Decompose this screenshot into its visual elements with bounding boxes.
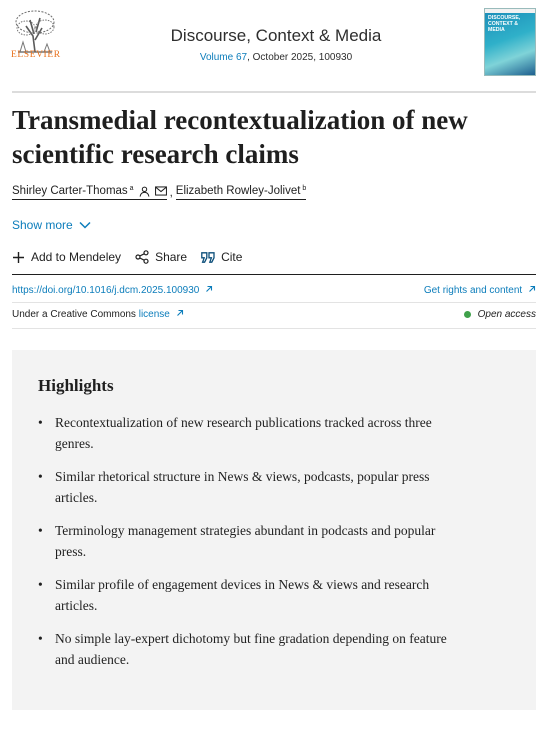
publisher-name: ELSEVIER: [11, 50, 61, 60]
cite-button[interactable]: [201, 250, 242, 264]
highlight-item: • Similar rhetorical structure in News & views, podcasts, popular press articles.: [38, 466, 458, 508]
author-list: [12, 185, 306, 200]
share-label: Share: [155, 250, 188, 264]
highlight-item: • Terminology management strategies abundant in podcasts and popular press.: [38, 520, 458, 562]
journal-title[interactable]: Discourse, Context & Media: [170, 26, 382, 45]
show-more-button[interactable]: [12, 218, 91, 232]
article-actions: [12, 250, 256, 264]
share-button[interactable]: [135, 250, 187, 264]
rights-text: Get rights and content: [423, 285, 523, 296]
author-link[interactable]: [12, 185, 167, 200]
author-name: Shirley Carter-Thomas: [12, 185, 128, 197]
article-title: Transmedial recontextualization of new scientific research claims: [12, 105, 468, 169]
header-divider: [12, 91, 536, 93]
author-separator: ,: [169, 186, 173, 199]
license-link[interactable]: license: [138, 309, 170, 320]
cover-top-bar: [485, 9, 536, 13]
highlight-item: • Recontextualization of new research publications tracked across three genres.: [38, 412, 458, 454]
author-affiliation: b: [302, 184, 307, 192]
plus-icon: [12, 251, 25, 264]
license-prefix: Under a Creative Commons: [12, 309, 139, 320]
chevron-down-icon: [79, 221, 91, 229]
open-access-label: Open access: [477, 309, 536, 320]
external-arrow-icon: [176, 309, 184, 317]
share-icon: [135, 250, 149, 264]
author-link[interactable]: [176, 185, 307, 200]
actions-divider: [12, 274, 536, 275]
journal-header: [0, 0, 552, 90]
highlight-item: • No simple lay-expert dichotomy but fine gradation depending on feature and audience.: [38, 628, 458, 670]
rights-link[interactable]: [424, 285, 536, 296]
quote-icon: [201, 252, 215, 263]
volume-link[interactable]: Volume 67: [199, 52, 248, 63]
external-arrow-icon: [528, 285, 536, 293]
issue-info: , October 2025, 100930: [247, 52, 353, 63]
mendeley-label: Add to Mendeley: [31, 250, 122, 264]
external-arrow-icon: [205, 285, 213, 293]
show-more-label: Show more: [12, 218, 73, 232]
journal-cover-image[interactable]: [484, 8, 536, 76]
author-affiliation: a: [129, 184, 134, 192]
open-access-dot-icon: [464, 311, 471, 318]
license-info: [12, 309, 184, 320]
open-access-badge: [464, 309, 536, 320]
envelope-icon: [155, 186, 167, 196]
highlights-list: [38, 412, 458, 682]
highlights-title: Highlights: [38, 376, 114, 395]
add-to-mendeley-button[interactable]: [12, 250, 121, 264]
author-name: Elizabeth Rowley-Jolivet: [175, 185, 301, 197]
license-divider: [12, 328, 536, 329]
cite-label: Cite: [221, 250, 243, 264]
meta-divider: [12, 302, 536, 303]
person-icon: [139, 186, 150, 197]
cover-title: DISCOURSE, CONTEXT & MEDIA: [488, 15, 521, 33]
highlight-item: • Similar profile of engagement devices in News & views and research articles.: [38, 574, 458, 616]
journal-meta: [0, 52, 552, 63]
doi-link[interactable]: [12, 285, 213, 296]
doi-text: https://doi.org/10.1016/j.dcm.2025.100930: [12, 285, 200, 296]
highlights-panel: [12, 350, 536, 710]
